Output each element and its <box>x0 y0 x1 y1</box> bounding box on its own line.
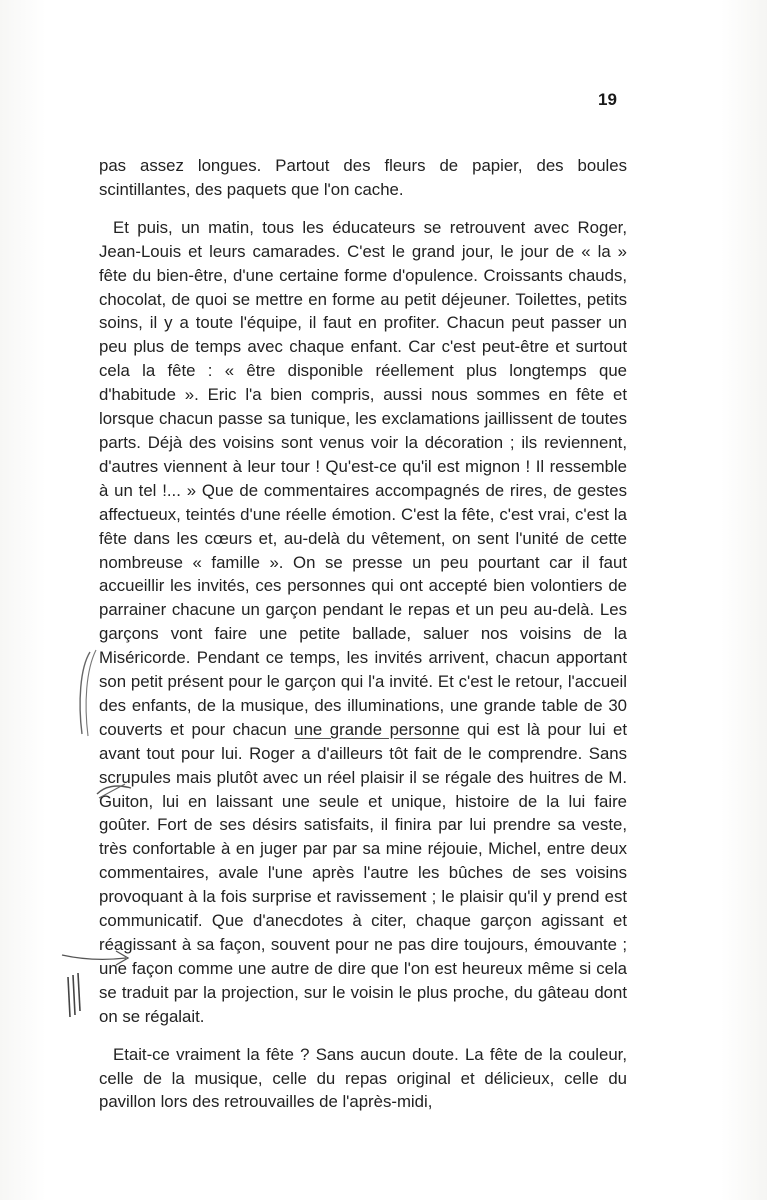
page-number: 19 <box>598 90 617 109</box>
paragraph-2 <box>99 216 627 1029</box>
paragraph-2-text-before: Et puis, un matin, tous les éducateurs se retrouvent avec Roger, Jean-Louis et leurs camarades. C'est le grand jour, le jour de « la » fête du bien-être, d'une certaine forme d'opulence. Croissants chauds, chocolat, de quoi se mettre en forme au petit déjeuner. Toilettes, petits soins, il y a toute l'équipe, il faut en profiter. Chacun peut passer un peu plus de temps avec chaque enfant. Car c'est peut-être et surtout cela la fête : « être disponible réellement plus longtemps que d'habitude ». Eric l'a bien compris, aussi nous sommes en fête et lorsque chacun passe sa tunique, les exclamations jaillissent de toutes parts. Déjà des voisins sont venus voir la décoration ; ils reviennent, d'autres viennent à leur tour ! Qu'est-ce qu'il est mignon ! Il ressemble à un tel !... » Que de commentaires accompagnés de rires, de gestes affectueux, teintés d'une réelle émotion. C'est la fête, c'est vrai, c'est la fête dans les cœurs et, au-delà du vêtement, on sent l'unité de cette nombreuse « famille ». On se presse un peu pourtant car il faut accueillir les invités, ces personnes qui ont accepté bien volontiers de parrainer chacune un garçon pendant le repas et un peu au-delà. Les garçons vont faire une petite ballade, saluer nos voisins de la Miséricorde. Pendant ce temps, les invités arrivent, chacun apportant son petit présent pour le garçon qui l'a invité. Et c'est le retour, l'accueil des enfants, de la musique, des illuminations, une grande table de 30 couverts et pour chacun <box>99 217 627 739</box>
body-text <box>99 154 627 1114</box>
paragraph-1: pas assez longues. Partout des fleurs de papier, des boules scintillantes, des paquets que l'on cache. <box>99 156 627 199</box>
paragraph-2-text-after: qui est là pour lui et avant tout pour lui. Roger a d'ailleurs tôt fait de le comprendre. Sans scrupules mais plutôt avec un réel plaisir il se régale des huitres de M. Guiton, lui en laissant une seule et unique, histoire de la lui faire goûter. Fort de ses désirs satisfaits, il finira par lui prendre sa veste, très confortable à en juger par par sa mine réjouie, Michel, entre deux commentaires, avale l'une après l'autre les bûches de ses voisins provoquant à la fois surprise et ravissement ; le plaisir qu'il y prend est communicatif. Que d'anecdotes à citer, chaque garçon agissant et réagissant à sa façon, souvent pour ne pas dire toujours, émouvante ; une façon comme une autre de dire que l'on est heureux même si cela se traduit par la projection, sur le voisin le plus proche, du gâteau dont on se régalait. <box>99 719 627 1026</box>
underlined-phrase: une grande personne <box>294 719 460 739</box>
paragraph-3: Etait-ce vraiment la fête ? Sans aucun doute. La fête de la couleur, celle de la musique, celle du repas original et délicieux, celle du pavillon lors des retrouvailles de l'après-midi, <box>99 1044 627 1112</box>
